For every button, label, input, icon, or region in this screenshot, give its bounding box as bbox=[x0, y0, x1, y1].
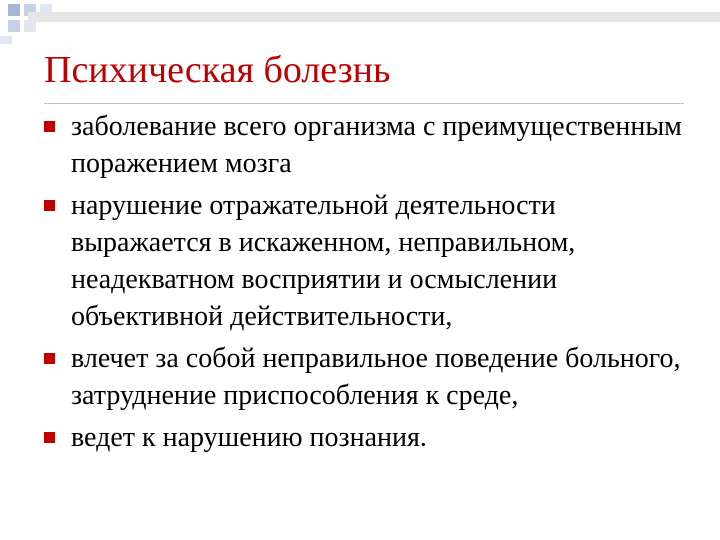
bullet-item bbox=[44, 108, 684, 182]
bullet-item bbox=[44, 419, 684, 456]
bullet-text: ведет к нарушению познания. bbox=[71, 422, 427, 453]
bullet-item bbox=[44, 187, 684, 335]
bullet-item bbox=[44, 340, 684, 414]
bullet-list bbox=[44, 108, 684, 461]
title-divider bbox=[44, 103, 684, 104]
square-bullet-icon bbox=[44, 121, 55, 132]
bullet-text: нарушение отражательной деятельности выражается в искаженном, неправильном, неадекватном восприятии и осмыслении объективной действительности, bbox=[71, 190, 576, 332]
slide-title: Психическая болезнь bbox=[44, 49, 391, 91]
corner-decoration bbox=[0, 0, 720, 44]
square-bullet-icon bbox=[44, 432, 55, 443]
square-bullet-icon bbox=[44, 200, 55, 211]
square-bullet-icon bbox=[44, 353, 55, 364]
bullet-text: заболевание всего организма с преимущественным поражением мозга bbox=[71, 111, 682, 179]
bullet-text: влечет за собой неправильное поведение больного, затруднение приспособления к среде, bbox=[71, 343, 681, 411]
